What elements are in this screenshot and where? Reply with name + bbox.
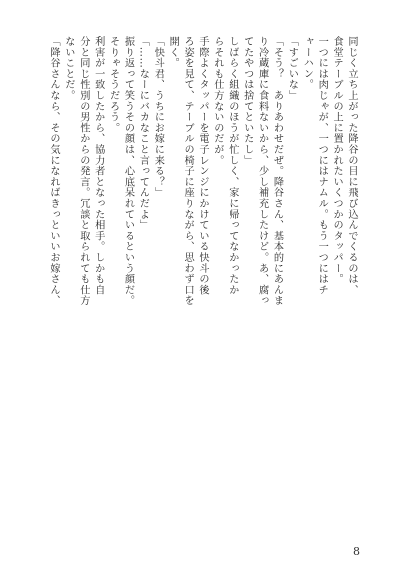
text-column: り冷蔵庫に食料ないから、少し補充したけど。あ、腐っ xyxy=(256,36,268,306)
text-column: ろ姿を見て、テーブルの椅子に座りながら、思わず口を xyxy=(182,36,194,306)
text-column: 振り返って笑うその顔は、心底呆れているという顔だ。 xyxy=(122,36,134,306)
text-column: 一つには肉じゃが、一つにはナムル。もう一つにはチ xyxy=(316,36,328,296)
text-column: 食堂テーブルの上に置かれたいくつかのタッパー。 xyxy=(331,36,343,285)
text-column: 「降谷さんなら、その気になればきっといいお嫁さん、 xyxy=(48,36,59,306)
text-column: てたやつは捨てといたし」 xyxy=(241,36,253,166)
text-column: 利害が一致したから、協力者となった相手。しかも自 xyxy=(92,36,104,296)
text-column: 「すごいな」 xyxy=(286,36,298,101)
text-column: 「そう？ ありあわせだぜ。降谷さん、基本的にあんま xyxy=(271,36,283,306)
text-column: ないことだ。 xyxy=(62,36,74,101)
text-column: ャーハン。 xyxy=(301,36,313,90)
text-column: 分と同じ性別の男性からの発言。冗談と取られても仕方 xyxy=(77,36,89,306)
text-column: 「快斗君、うちにお嫁に来る？」 xyxy=(152,36,164,198)
text-column: 「……なーにバカなこと言ってんだよ」 xyxy=(137,36,149,231)
text-column: しばらく組織のほうが忙しく、家に帰ってなかったか xyxy=(226,36,238,296)
text-column: らそれも仕方ないのだが。 xyxy=(211,36,223,166)
page-number: 8 xyxy=(353,545,360,558)
text-column: そりゃそうだろう。 xyxy=(107,36,119,134)
text-column: 開く。 xyxy=(167,36,179,69)
text-column: 同じく立ち上がった降谷の目に飛び込んでくるのは、 xyxy=(346,36,357,296)
text-column: 手際よくタッパーを電子レンジにかけている快斗の後 xyxy=(197,36,208,296)
